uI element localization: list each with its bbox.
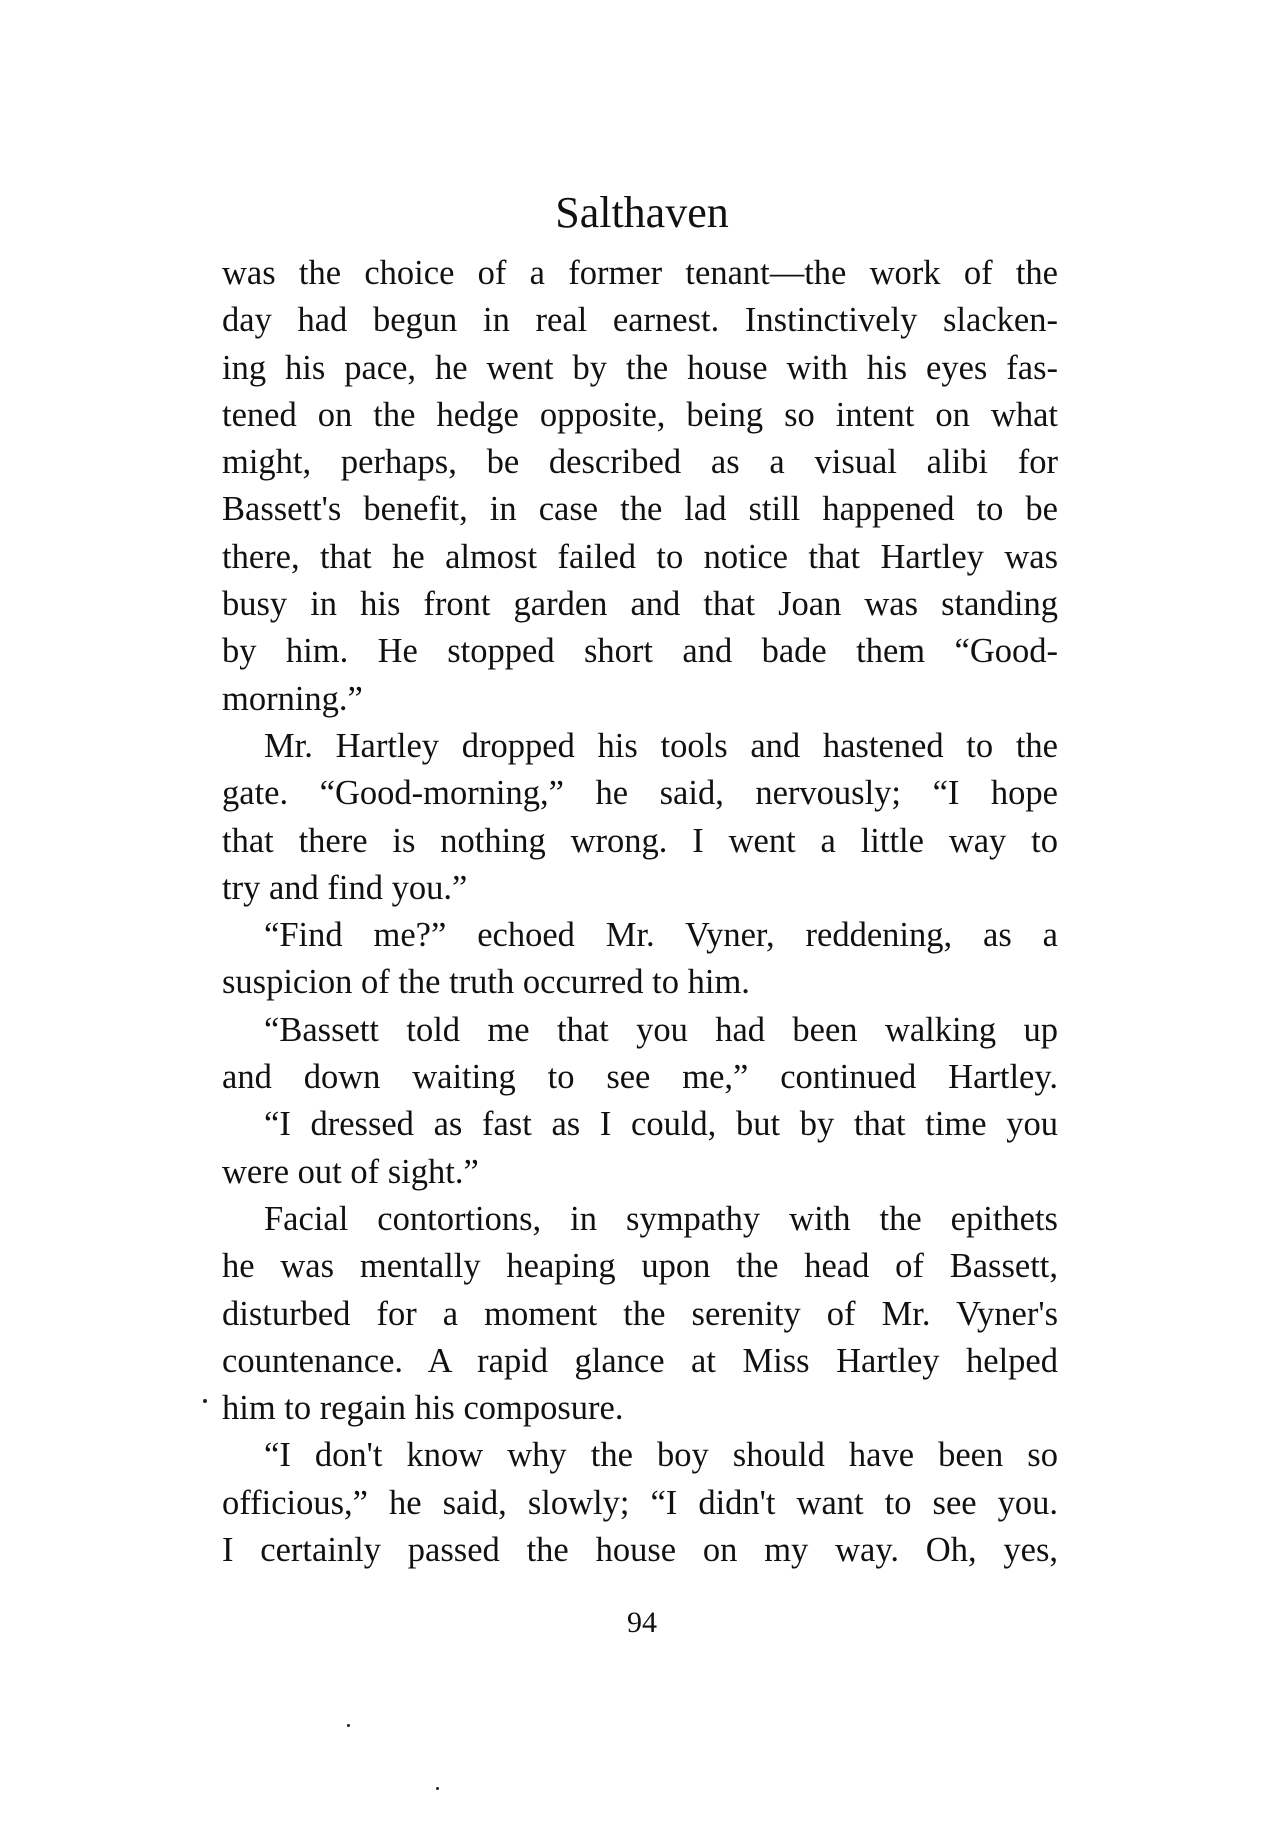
text-line: “Find me?” echoed Mr. Vyner, reddening, as a — [264, 916, 1058, 955]
text-line: officious,” he said, slowly; “I didn't want to see you. — [222, 1483, 1058, 1522]
page-number: 94 — [627, 1606, 657, 1639]
text-line: try and find you.” — [222, 868, 468, 907]
text-line: was the choice of a former tenant—the work of the — [222, 254, 1058, 292]
text-line: ing his pace, he went by the house with his eyes fas- — [222, 348, 1058, 387]
print-speck — [203, 1399, 207, 1403]
text-line: Facial contortions, in sympathy with the epithets — [264, 1199, 1058, 1238]
text-line: there, that he almost failed to notice that Hartley was — [222, 537, 1058, 576]
text-line: “I don't know why the boy should have been so — [264, 1436, 1058, 1475]
running-title: Salthaven — [555, 188, 729, 237]
text-line: Mr. Hartley dropped his tools and hastened to the — [264, 726, 1058, 765]
text-line: that there is nothing wrong. I went a little way to — [222, 821, 1058, 860]
text-line: might, perhaps, be described as a visual alibi for — [222, 443, 1058, 482]
print-speck — [347, 1724, 350, 1727]
text-line: morning.” — [222, 679, 363, 718]
text-line: he was mentally heaping upon the head of Bassett, — [222, 1247, 1058, 1286]
text-line: suspicion of the truth occurred to him. — [222, 963, 750, 1002]
text-line: Bassett's benefit, in case the lad still happened to be — [222, 490, 1058, 529]
text-line: day had begun in real earnest. Instinctively slacken- — [222, 301, 1058, 340]
text-line: and down waiting to see me,” continued Hartley. — [222, 1058, 1058, 1097]
text-line: by him. He stopped short and bade them “Good- — [222, 632, 1058, 671]
text-line: “I dressed as fast as I could, but by that time you — [264, 1105, 1058, 1144]
page-body — [222, 250, 1058, 1574]
print-speck — [436, 1787, 439, 1790]
text-line: countenance. A rapid glance at Miss Hartley helped — [222, 1341, 1058, 1380]
text-line: gate. “Good-morning,” he said, nervously; “I hope — [222, 774, 1058, 813]
text-line: I certainly passed the house on my way. Oh, yes, — [222, 1531, 1058, 1570]
text-line: disturbed for a moment the serenity of Mr. Vyner's — [222, 1294, 1058, 1333]
text-line: tened on the hedge opposite, being so intent on what — [222, 395, 1058, 434]
text-line: were out of sight.” — [222, 1152, 479, 1191]
text-line: busy in his front garden and that Joan was standing — [222, 585, 1058, 624]
text-line: “Bassett told me that you had been walking up — [264, 1010, 1058, 1049]
text-line: him to regain his composure. — [222, 1389, 624, 1428]
